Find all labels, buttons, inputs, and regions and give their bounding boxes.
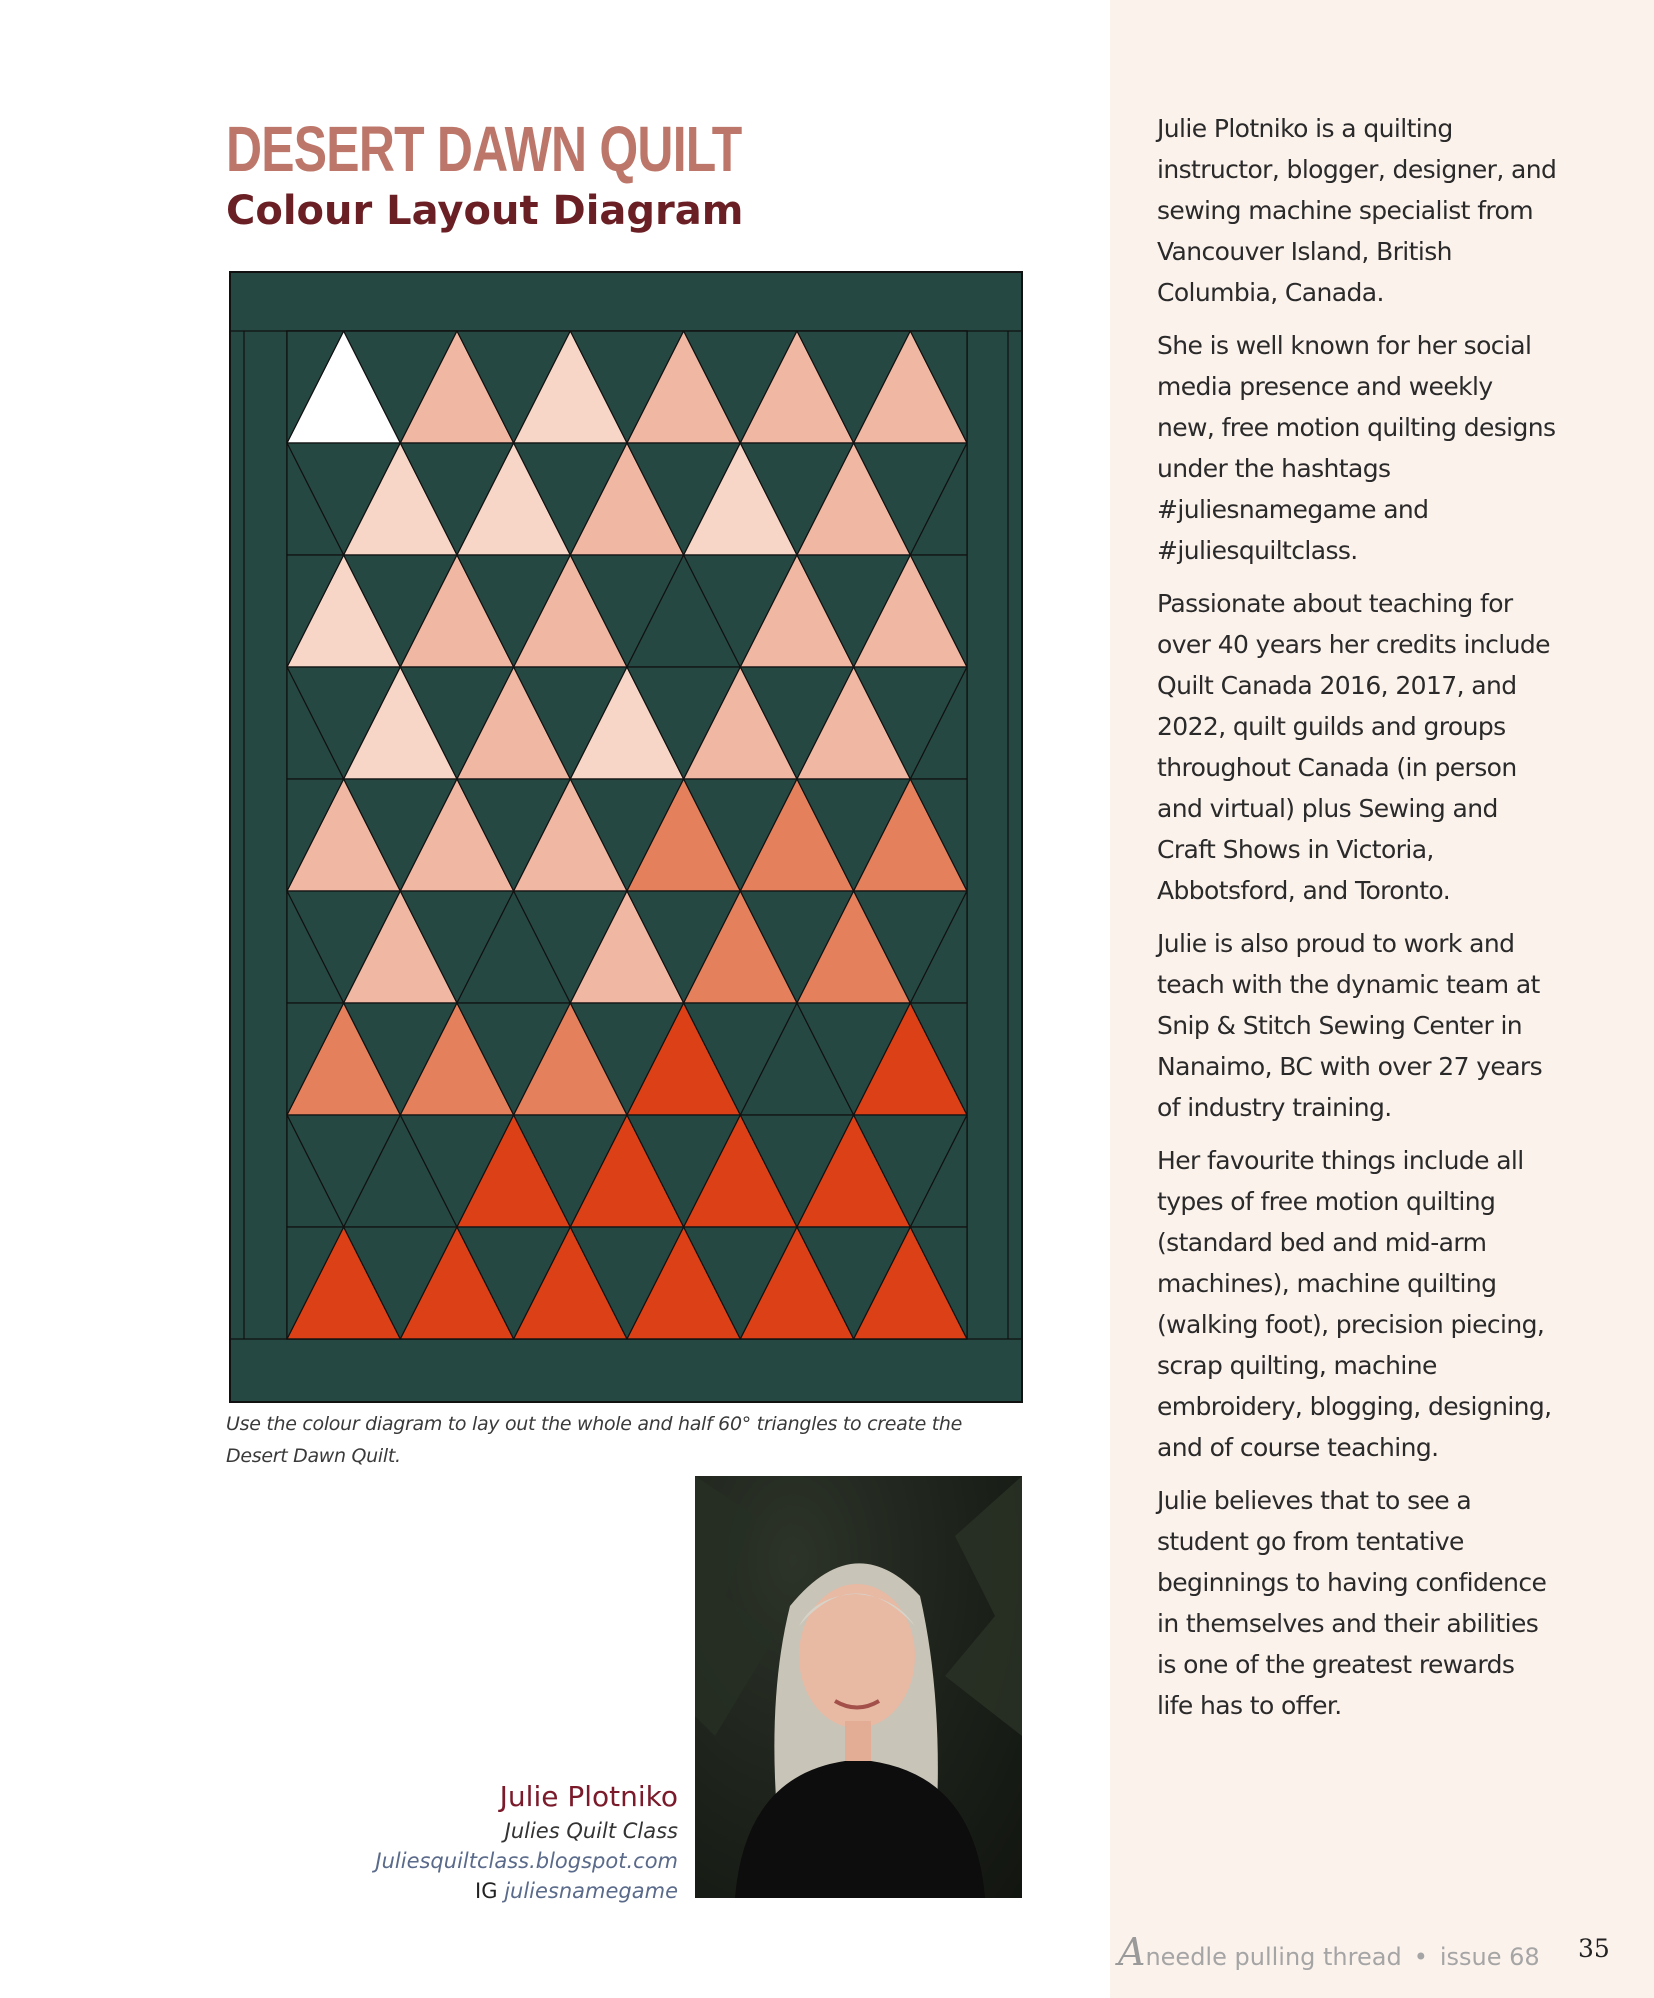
quilt-diagram	[229, 271, 1023, 1403]
quilt-diagram-svg	[229, 271, 1023, 1403]
author-name: Julie Plotniko	[499, 1780, 678, 1813]
page-title: DESERT DAWN QUILT	[226, 113, 742, 185]
instagram-handle-link[interactable]: juliesnamegame	[504, 1879, 678, 1903]
author-credit	[375, 1778, 678, 1906]
bio-paragraph-2: She is well known for her social media presence and weekly new, free motion quilting designs under the hashtags #juliesnamegame and #juliesquiltclass.	[1157, 331, 1556, 565]
page-number: 35	[1578, 1934, 1610, 1963]
page-footer	[1118, 1930, 1608, 1974]
author-photo	[695, 1476, 1022, 1898]
issue-number: issue 68	[1439, 1943, 1540, 1971]
bio-paragraph-6: Julie believes that to see a student go from tentative beginnings to having confidence in themselves and their abilities is one of the greatest rewards life has to offer.	[1157, 1486, 1547, 1720]
instagram-label: IG	[475, 1879, 498, 1903]
bio-paragraph-4: Julie is also proud to work and teach with the dynamic team at Snip & Stitch Sewing Center in Nanaimo, BC with over 27 years of industry training.	[1157, 929, 1543, 1122]
bio-paragraph-1: Julie Plotniko is a quilting instructor, blogger, designer, and sewing machine specialist from Vancouver Island, British Columbia, Canada.	[1157, 114, 1557, 307]
author-organization: Julies Quilt Class	[504, 1819, 678, 1843]
magazine-brand-name: needle pulling thread	[1145, 1943, 1402, 1971]
figure-caption: Use the colour diagram to lay out the whole and half 60° triangles to create the Desert Dawn Quilt.	[226, 1413, 963, 1467]
author-bio	[1157, 108, 1557, 1738]
author-portrait-illustration	[695, 1476, 1022, 1898]
bio-paragraph-5: Her favourite things include all types of free motion quilting (standard bed and mid-arm machines), machine quilting (walking foot), precision piecing, scrap quilting, machine embroidery, blogging, designing, and of course teaching.	[1157, 1146, 1552, 1462]
magazine-brand-initial: A	[1118, 1930, 1146, 1974]
author-blog-link[interactable]: Juliesquiltclass.blogspot.com	[375, 1849, 678, 1873]
author-instagram	[375, 1876, 678, 1906]
footer-separator-dot: •	[1413, 1943, 1428, 1971]
bio-paragraph-3: Passionate about teaching for over 40 years her credits include Quilt Canada 2016, 2017, and 2022, quilt guilds and groups throughout Canada (in person and virtual) plus Sewing and Craft Shows in Victoria, Abbotsford, and Toronto.	[1157, 589, 1550, 905]
page-subtitle: Colour Layout Diagram	[226, 188, 744, 234]
